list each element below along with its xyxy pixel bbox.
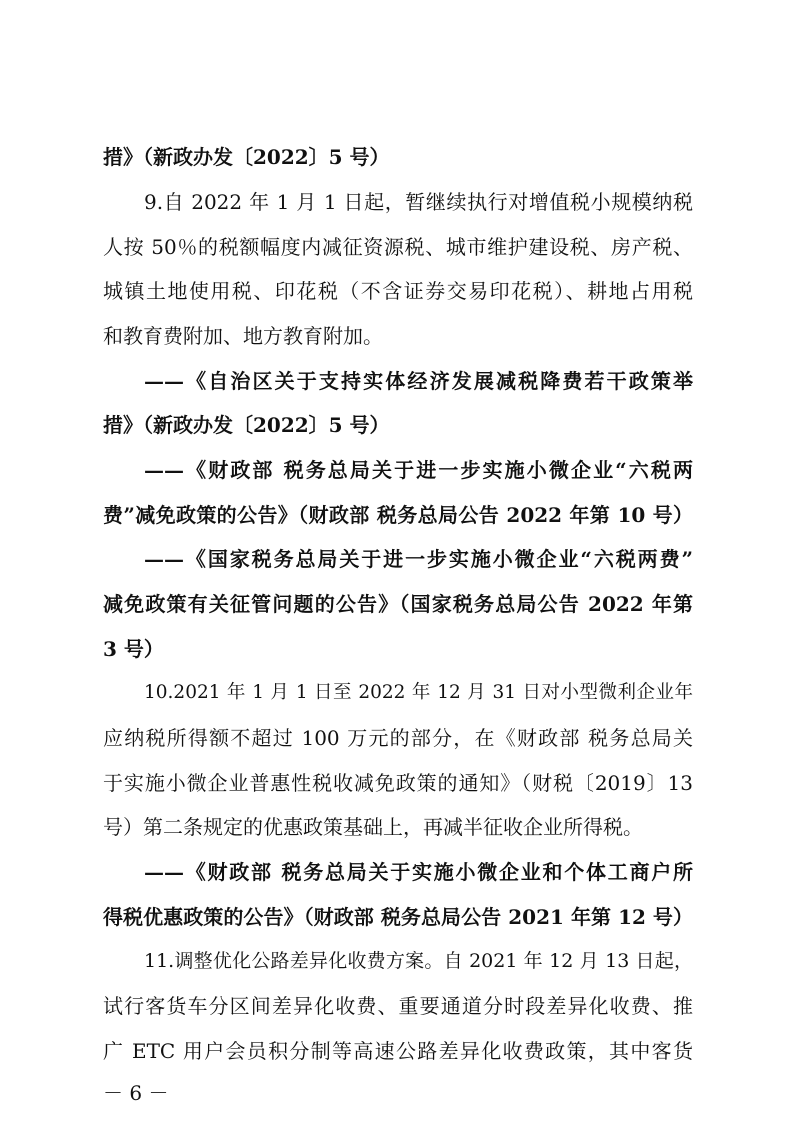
text-line: ——《自治区关于支持实体经济发展减税降费若干政策举	[144, 369, 693, 393]
text-line: 城镇土地使用税、印花税（不含证券交易印花税）、耕地占用税	[103, 279, 693, 303]
text-line: ——《财政部 税务总局关于实施小微企业和个体工商户所	[144, 860, 693, 884]
text-line: 9.自 2022 年 1 月 1 日起，暂继续执行对增值税小规模纳税	[144, 190, 693, 214]
text-line: 和教育费附加、地方教育附加。	[103, 324, 383, 348]
text-line: 3 号）	[103, 637, 164, 661]
text-line: 11.调整优化公路差异化收费方案。自 2021 年 12 月 13 日起，	[144, 950, 693, 972]
text-line: 试行客货车分区间差异化收费、重要通道分时段差异化收费、推	[103, 994, 693, 1018]
text-line: 广 ETC 用户会员积分制等高速公路差异化收费政策，其中客货	[103, 1039, 693, 1063]
text-line: 号）第二条规定的优惠政策基础上，再减半征收企业所得税。	[103, 815, 643, 839]
page-number: － 6 －	[103, 1081, 169, 1105]
text-line: 应纳税所得额不超过 100 万元的部分，在《财政部 税务总局关	[103, 726, 693, 750]
text-line: 措》（新政办发〔2022〕5 号）	[103, 145, 390, 169]
text-line: 减免政策有关征管问题的公告》（国家税务总局公告 2022 年第	[103, 592, 693, 616]
text-line: 人按 50％的税额幅度内减征资源税、城市维护建设税、房产税、	[103, 235, 693, 259]
text-line: 费”减免政策的公告》（财政部 税务总局公告 2022 年第 10 号）	[103, 503, 693, 527]
text-line: ——《财政部 税务总局关于进一步实施小微企业“六税两	[144, 458, 693, 482]
text-line: ——《国家税务总局关于进一步实施小微企业“六税两费”	[144, 547, 693, 571]
text-line: 得税优惠政策的公告》（财政部 税务总局公告 2021 年第 12 号）	[103, 905, 693, 929]
text-line: 10.2021 年 1 月 1 日至 2022 年 12 月 31 日对小型微利企业年	[144, 682, 693, 703]
text-line: 于实施小微企业普惠性税收减免政策的通知》（财税〔2019〕13	[103, 771, 693, 795]
text-line: 措》（新政办发〔2022〕5 号）	[103, 413, 390, 437]
